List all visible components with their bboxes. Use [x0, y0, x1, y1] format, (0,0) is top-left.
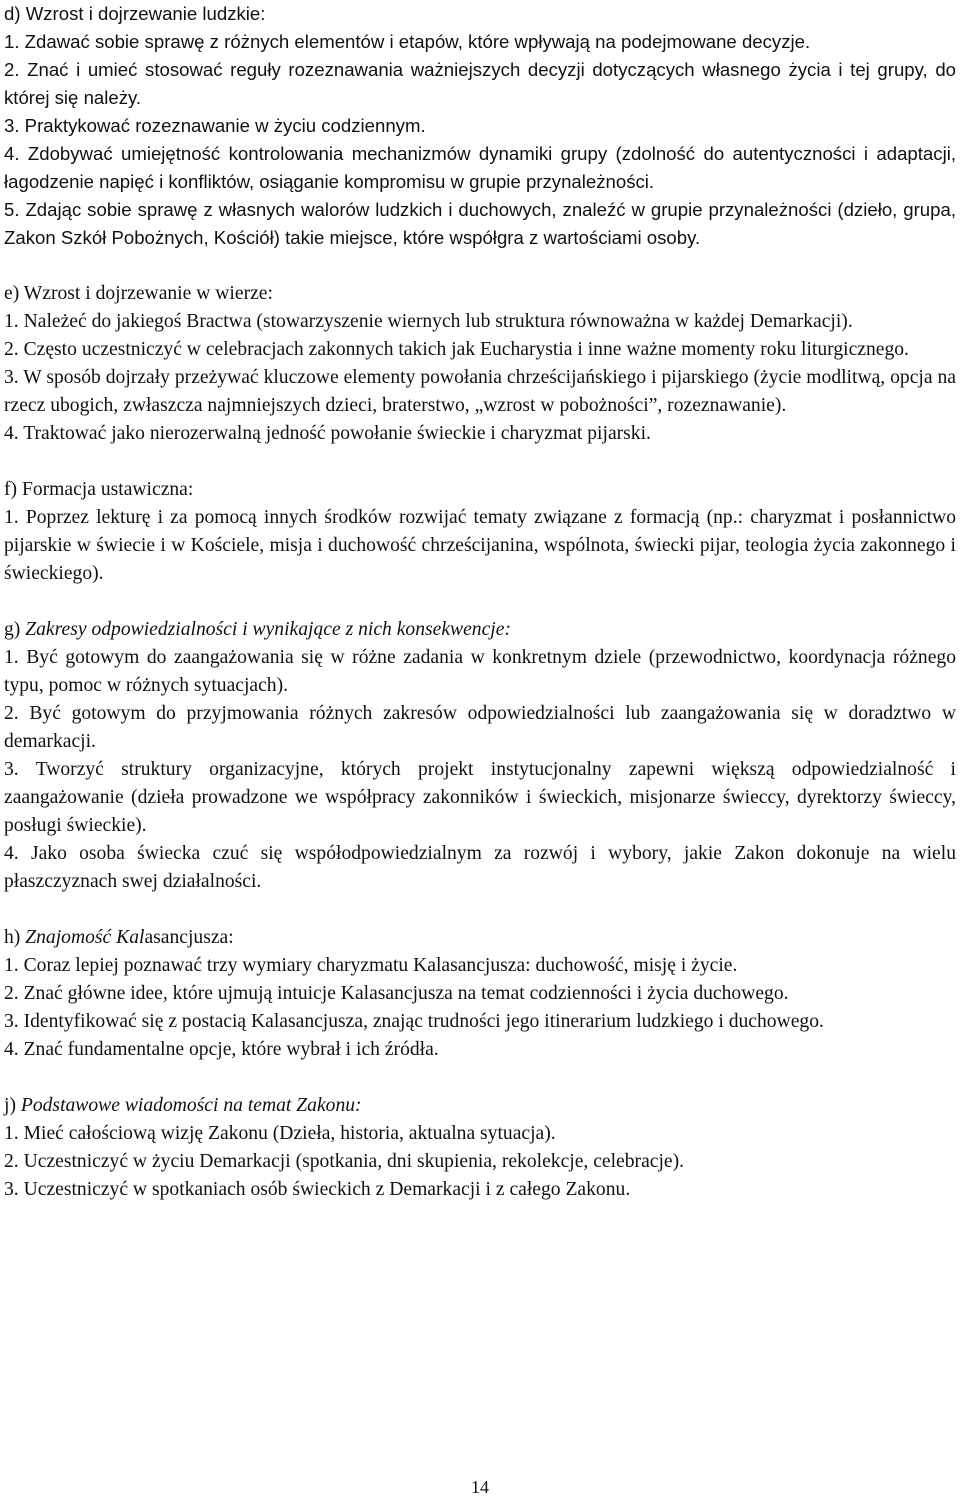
document-page: [4, 0, 956, 1204]
heading-title: Zakresy odpowiedzialności i wynikające z nich konsekwencje:: [25, 619, 511, 640]
section-d: [4, 0, 956, 252]
list-item: 1. Poprzez lekturę i za pomocą innych środków rozwijać tematy związane z formacją (np.: charyzmat i posłannictwo pijarskie w świecie i w Kościele, misja i duchowość chrześcijanina, wspólnota, świecki pijar, teologia życia zakonnego i świeckiego).: [4, 507, 956, 584]
list-item: 1. Być gotowym do zaangażowania się w różne zadania w konkretnym dziele (przewodnictwo, koordynacja różnego typu, pomoc w różnych sytuacjach).: [4, 647, 956, 696]
list-item: 3. Praktykować rozeznawanie w życiu codziennym.: [4, 115, 426, 136]
section-heading: d) Wzrost i dojrzewanie ludzkie:: [4, 3, 266, 24]
page-number: 14: [471, 1477, 489, 1497]
section-f: [4, 476, 956, 588]
list-item: 1. Coraz lepiej poznawać trzy wymiary charyzmatu Kalasancjusza: duchowość, misję i życie.: [4, 955, 738, 976]
list-item: 2. Znać główne idee, które ujmują intuicje Kalasancjusza na temat codzienności i życia duchowego.: [4, 983, 789, 1004]
section-heading: e) Wzrost i dojrzewanie w wierze:: [4, 283, 273, 304]
list-item: 3. Identyfikować się z postacią Kalasancjusza, znając trudności jego itinerarium ludzkiego i duchowego.: [4, 1011, 824, 1032]
list-item: 3. W sposób dojrzały przeżywać kluczowe elementy powołania chrześcijańskiego i pijarskiego (życie modlitwą, opcja na rzecz ubogich, zwłaszcza najmniejszych dzieci, braterstwo, „wzrost w pobożności”, rozeznawanie).: [4, 367, 956, 416]
list-item: 4. Jako osoba świecka czuć się współodpowiedzialnym za rozwój i wybory, jakie Zakon dokonuje na wielu płaszczyznach swej działalności.: [4, 843, 956, 892]
heading-prefix: h): [4, 927, 26, 948]
list-item: 1. Zdawać sobie sprawę z różnych elementów i etapów, które wpływają na podejmowane decyzje.: [4, 31, 811, 52]
list-item: 5. Zdając sobie sprawę z własnych walorów ludzkich i duchowych, znaleźć w grupie przynależności (dzieło, grupa, Zakon Szkół Pobożnych, Kościół) takie miejsce, które współgra z wartościami osoby.: [4, 199, 956, 248]
list-item: 2. Często uczestniczyć w celebracjach zakonnych takich jak Eucharystia i inne ważne momenty roku liturgicznego.: [4, 339, 909, 360]
list-item: 3. Tworzyć struktury organizacyjne, których projekt instytucjonalny zapewni większą odpowiedzialność i zaangażowanie (dzieła prowadzone we współpracy zakonników i świeckich, misjonarze świeccy, dyrektorzy świeccy, posługi świeckie).: [4, 759, 956, 836]
section-e: [4, 280, 956, 448]
spacer: [4, 1064, 956, 1092]
section-heading: [4, 1092, 956, 1120]
section-j: [4, 1092, 956, 1204]
spacer: [4, 588, 956, 616]
spacer: [4, 896, 956, 924]
list-item: 2. Być gotowym do przyjmowania różnych zakresów odpowiedzialności lub zaangażowania się w doradztwo w demarkacji.: [4, 703, 956, 752]
section-heading: [4, 924, 956, 952]
heading-prefix: j): [4, 1095, 21, 1116]
list-item: 1. Mieć całościową wizję Zakonu (Dzieła, historia, aktualna sytuacja).: [4, 1123, 556, 1144]
section-heading: f) Formacja ustawiczna:: [4, 479, 194, 500]
heading-title: Podstawowe wiadomości na temat Zakonu:: [20, 1095, 362, 1116]
list-item: 2. Znać i umieć stosować reguły rozeznawania ważniejszych decyzji dotyczących własnego życia i tej grupy, do której się należy.: [4, 59, 956, 108]
list-item: 2. Uczestniczyć w życiu Demarkacji (spotkania, dni skupienia, rekolekcje, celebracje).: [4, 1151, 685, 1172]
heading-prefix: g): [4, 619, 26, 640]
heading-title-italic: Znajomość Kal: [25, 927, 145, 948]
section-h: [4, 924, 956, 1064]
section-g: [4, 616, 956, 896]
list-item: 4. Zdobywać umiejętność kontrolowania mechanizmów dynamiki grupy (zdolność do autentyczności i adaptacji, łagodzenie napięć i konfliktów, osiąganie kompromisu w grupie przynależności.: [4, 143, 956, 192]
section-heading: [4, 616, 956, 644]
list-item: 4. Znać fundamentalne opcje, które wybrał i ich źródła.: [4, 1039, 439, 1060]
list-item: 3. Uczestniczyć w spotkaniach osób świeckich z Demarkacji i z całego Zakonu.: [4, 1179, 631, 1200]
heading-title-rest: asancjusza:: [144, 927, 234, 948]
list-item: 1. Należeć do jakiegoś Bractwa (stowarzyszenie wiernych lub struktura równoważna w każdej Demarkacji).: [4, 311, 853, 332]
list-item: 4. Traktować jako nierozerwalną jedność powołanie świeckie i charyzmat pijarski.: [4, 423, 651, 444]
spacer: [4, 448, 956, 476]
spacer: [4, 252, 956, 280]
